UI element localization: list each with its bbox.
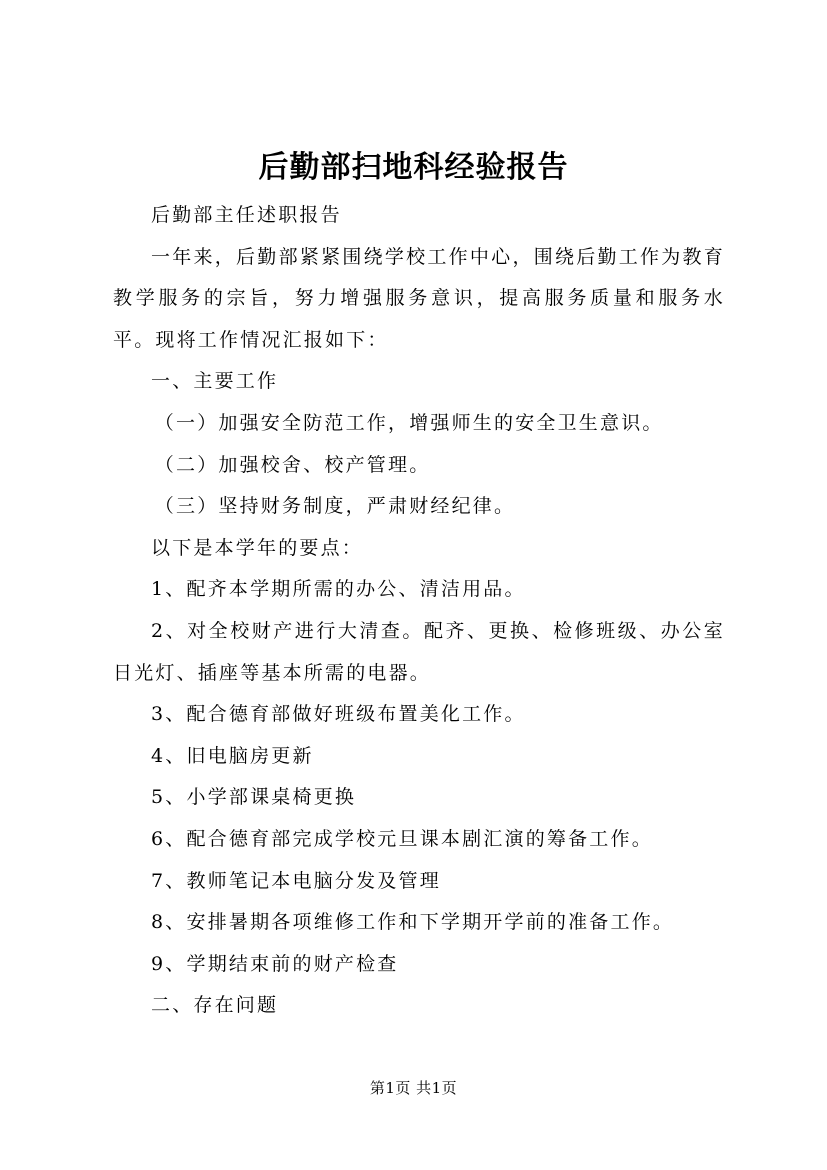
list-item: 5、小学部课桌椅更换 [151,786,357,809]
list-item: 8、安排暑期各项维修工作和下学期开学前的准备工作。 [151,911,675,934]
list-item: 1、配齐本学期所需的办公、清洁用品。 [151,578,526,601]
paragraph-item-1: （一）加强安全防范工作，增强师生的安全卫生意识。 [154,411,664,434]
section-heading-problems: 二、存在问题 [151,994,279,1017]
document-title: 后勤部扫地科经验报告 [258,150,569,185]
paragraph-intro: 一年来，后勤部紧紧围绕学校工作中心，围绕后勤工作为教育教学服务的宗旨，努力增强服务意识，提高服务质量和服务水平。现将工作情况汇报如下： [113,245,725,351]
page-footer: 第1页 共1页 [369,1079,458,1097]
list-item: 6、配合德育部完成学校元旦课本剧汇演的筹备工作。 [151,827,653,850]
list-item: 2、对全校财产进行大清查。配齐、更换、检修班级、办公室日光灯、插座等基本所需的电器。 [113,619,725,684]
list-item: 7、教师笔记本电脑分发及管理 [151,869,441,892]
list-item: 3、配合德育部做好班级布置美化工作。 [151,703,526,726]
paragraph-key-points: 以下是本学年的要点： [151,536,364,559]
list-item: 9、学期结束前的财产检查 [151,952,399,975]
list-item: 4、旧电脑房更新 [151,744,314,767]
paragraph-item-2: （二）加强校舍、校产管理。 [154,453,431,476]
document-body [113,195,725,1027]
paragraph-subtitle: 后勤部主任述职报告 [151,204,342,226]
paragraph-item-3: （三）坚持财务制度，严肃财经纪律。 [154,495,516,518]
section-heading-main-work: 一、主要工作 [151,370,279,393]
